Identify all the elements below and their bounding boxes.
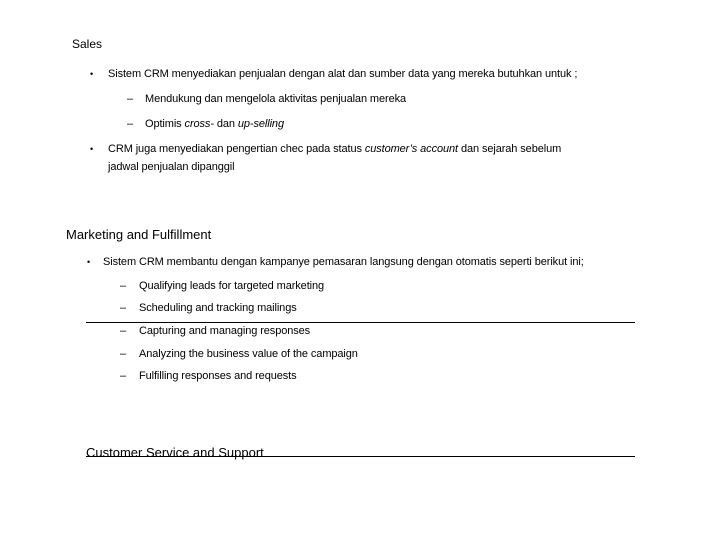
divider-line	[86, 456, 635, 457]
dash-icon: –	[127, 93, 134, 105]
marketing-subitem-2: Scheduling and tracking mailings	[139, 302, 297, 314]
marketing-subitem-4: Analyzing the business value of the campaign	[139, 348, 358, 360]
sales-subitem-2-italic2: up-selling	[237, 118, 284, 130]
marketing-heading: Marketing and Fulfillment	[66, 227, 212, 242]
divider-line	[86, 322, 635, 323]
sales-heading: Sales	[72, 37, 103, 51]
sales-bullet-2	[108, 143, 561, 155]
bullet-icon: •	[90, 144, 94, 154]
dash-icon: –	[127, 118, 134, 130]
dash-icon: –	[120, 280, 127, 292]
sales-subitem-2-pre: Optimis	[145, 118, 185, 130]
marketing-bullet: Sistem CRM membantu dengan kampanye pemasaran langsung dengan otomatis seperti berikut ini;	[103, 256, 584, 268]
marketing-subitem-1: Qualifying leads for targeted marketing	[139, 280, 325, 292]
sales-subitem-2-italic1: cross-	[184, 118, 214, 130]
sales-bullet-2-italic: customer’s account	[364, 143, 458, 155]
marketing-subitem-5: Fulfilling responses and requests	[139, 370, 297, 382]
sales-subitem-1: Mendukung dan mengelola aktivitas penjualan mereka	[145, 93, 407, 105]
dash-icon: –	[120, 302, 127, 314]
dash-icon: –	[120, 325, 127, 337]
bullet-icon: •	[87, 257, 91, 267]
support-heading: Customer Service and Support	[86, 445, 264, 460]
marketing-subitem-3: Capturing and managing responses	[139, 325, 311, 337]
dash-icon: –	[120, 370, 127, 382]
sales-subitem-2-mid: dan	[213, 118, 238, 130]
sales-subitem-2	[145, 118, 284, 130]
sales-bullet-1: Sistem CRM menyediakan penjualan dengan alat dan sumber data yang mereka butuhkan untuk ;	[108, 68, 578, 80]
dash-icon: –	[120, 348, 127, 360]
sales-bullet-2-post: dan sejarah sebelum	[457, 143, 562, 155]
bullet-icon: •	[90, 69, 94, 79]
sales-bullet-2-pre: CRM juga menyediakan pengertian chec pada status	[108, 143, 365, 155]
sales-bullet-2-line2: jadwal penjualan dipanggil	[108, 161, 235, 173]
